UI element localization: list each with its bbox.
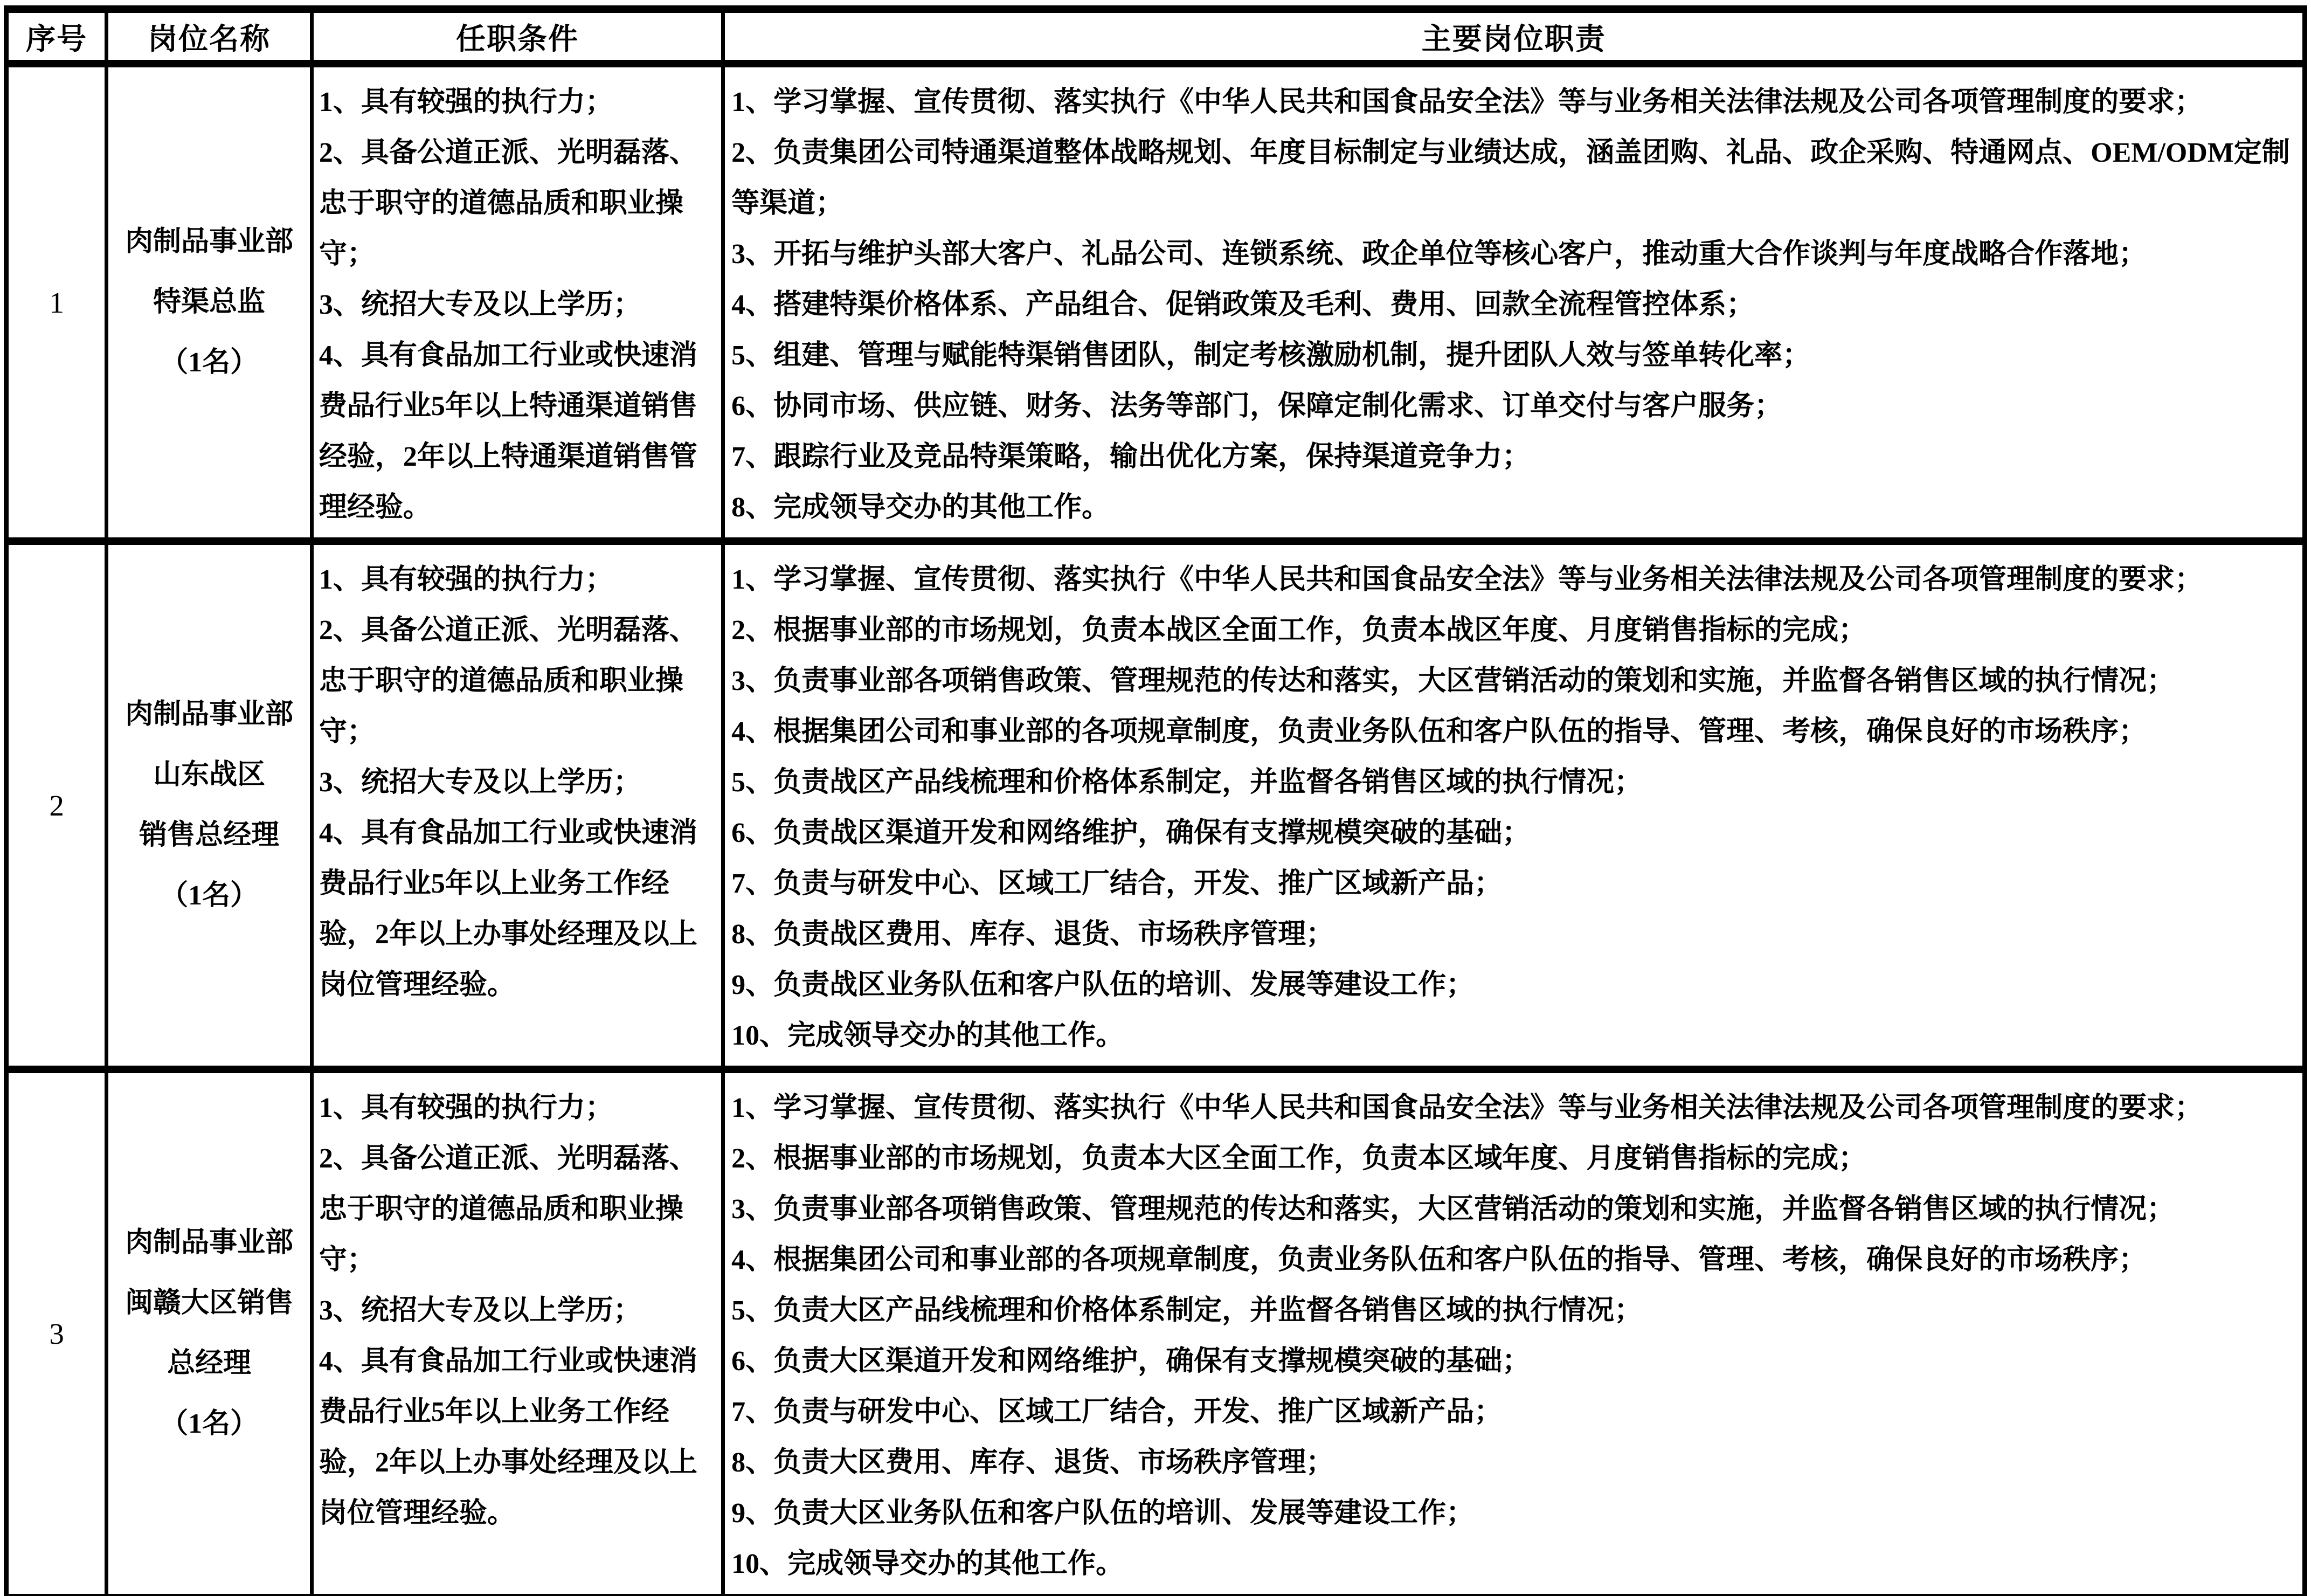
position-name-line: 总经理 <box>167 1348 252 1379</box>
table-row <box>6 541 2305 1069</box>
duty-item: 3、负责事业部各项销售政策、管理规范的传达和落实，大区营销活动的策划和实施，并监督各销售区域的执行情况； <box>731 666 2175 696</box>
qualification-item: 3、统招大专及以上学历； <box>319 289 641 320</box>
duty-item: 9、负责战区业务队伍和客户队伍的培训、发展等建设工作； <box>731 970 1475 1000</box>
position-name-line: （1名） <box>160 880 259 911</box>
duty-item: 1、学习掌握、宣传贯彻、落实执行《中华人民共和国食品安全法》等与业务相关法律法规及公司各项管理制度的要求； <box>731 564 2203 595</box>
duty-item: 4、根据集团公司和事业部的各项规章制度，负责业务队伍和客户队伍的指导、管理、考核，确保良好的市场秩序； <box>731 1245 2147 1275</box>
duty-item: 3、负责事业部各项销售政策、管理规范的传达和落实，大区营销活动的策划和实施，并监督各销售区域的执行情况； <box>731 1194 2175 1225</box>
qualification-item: 2、具备公道正派、光明磊落、忠于职守的道德品质和职业操守； <box>319 1143 697 1275</box>
qualification-item: 1、具有较强的执行力； <box>319 87 613 118</box>
qualification-item: 2、具备公道正派、光明磊落、忠于职守的道德品质和职业操守； <box>319 137 697 270</box>
qualification-item: 4、具有食品加工行业或快速消费品行业5年以上特通渠道销售经验，2年以上特通渠道销售管理经验。 <box>319 340 697 523</box>
qualification-item: 3、统招大专及以上学历； <box>319 767 641 798</box>
qualification-item: 4、具有食品加工行业或快速消费品行业5年以上业务工作经验，2年以上办事处经理及以上岗位管理经验。 <box>319 1346 697 1529</box>
duty-item: 3、开拓与维护头部大客户、礼品公司、连锁系统、政企单位等核心客户，推动重大合作谈判与年度战略合作落地； <box>731 239 2147 270</box>
duty-item: 5、负责大区产品线梳理和价格体系制定，并监督各销售区域的执行情况； <box>731 1295 1643 1326</box>
col-header-index: 序号 <box>6 9 107 64</box>
duty-item: 1、学习掌握、宣传贯彻、落实执行《中华人民共和国食品安全法》等与业务相关法律法规及公司各项管理制度的要求； <box>731 1093 2203 1123</box>
position-name-line: （1名） <box>160 347 259 378</box>
qualification-item: 3、统招大专及以上学历； <box>319 1295 641 1326</box>
job-table-header <box>6 9 2305 64</box>
position-name-line: 山东战区 <box>153 759 266 790</box>
qualification-item: 4、具有食品加工行业或快速消费品行业5年以上业务工作经验，2年以上办事处经理及以上岗位管理经验。 <box>319 818 697 1000</box>
position-name-line: 肉制品事业部 <box>125 226 294 257</box>
duty-item: 4、搭建特渠价格体系、产品组合、促销政策及毛利、费用、回款全流程管控体系； <box>731 289 1755 320</box>
duty-item: 5、组建、管理与赋能特渠销售团队，制定考核激励机制，提升团队人效与签单转化率； <box>731 340 1811 371</box>
duty-item: 6、协同市场、供应链、财务、法务等部门，保障定制化需求、订单交付与客户服务； <box>731 391 1783 422</box>
position-name-line: 肉制品事业部 <box>125 1227 294 1258</box>
position-name <box>107 541 312 1069</box>
position-name-line: 肉制品事业部 <box>125 699 294 730</box>
job-table <box>4 5 2307 1596</box>
duty-item: 1、学习掌握、宣传贯彻、落实执行《中华人民共和国食品安全法》等与业务相关法律法规及公司各项管理制度的要求； <box>731 87 2203 118</box>
duty-item: 7、负责与研发中心、区域工厂结合，开发、推广区域新产品； <box>731 868 1503 899</box>
duty-item: 2、负责集团公司特通渠道整体战略规划、年度目标制定与业绩达成，涵盖团购、礼品、政企采购、特通网点、OEM/ODM定制等渠道； <box>731 137 2290 219</box>
qualification-item: 1、具有较强的执行力； <box>319 564 613 595</box>
responsibilities-cell <box>723 64 2305 541</box>
position-name-line: （1名） <box>160 1408 259 1439</box>
duty-item: 8、负责战区费用、库存、退货、市场秩序管理； <box>731 919 1334 950</box>
header-row <box>6 9 2305 64</box>
position-name-line: 特渠总监 <box>153 287 266 317</box>
row-index: 2 <box>6 541 107 1069</box>
duty-item: 5、负责战区产品线梳理和价格体系制定，并监督各销售区域的执行情况； <box>731 767 1643 798</box>
table-row <box>6 64 2305 541</box>
duty-item: 10、完成领导交办的其他工作。 <box>731 1020 1124 1051</box>
responsibilities-cell <box>723 1069 2305 1596</box>
position-name <box>107 64 312 541</box>
table-row <box>6 1069 2305 1596</box>
duty-item: 2、根据事业部的市场规划，负责本大区全面工作，负责本区域年度、月度销售指标的完成； <box>731 1143 1867 1174</box>
duty-item: 6、负责战区渠道开发和网络维护，确保有支撑规模突破的基础； <box>731 818 1531 848</box>
position-name <box>107 1069 312 1596</box>
qualification-item: 2、具备公道正派、光明磊落、忠于职守的道德品质和职业操守； <box>319 615 697 747</box>
duty-item: 2、根据事业部的市场规划，负责本战区全面工作，负责本战区年度、月度销售指标的完成； <box>731 615 1867 646</box>
job-table-body <box>6 64 2305 1596</box>
row-index: 1 <box>6 64 107 541</box>
duty-item: 6、负责大区渠道开发和网络维护，确保有支撑规模突破的基础； <box>731 1346 1531 1377</box>
position-name-line: 销售总经理 <box>139 820 280 851</box>
duty-item: 7、负责与研发中心、区域工厂结合，开发、推广区域新产品； <box>731 1397 1503 1427</box>
qualification-item: 1、具有较强的执行力； <box>319 1093 613 1123</box>
col-header-qualifications: 任职条件 <box>312 9 723 64</box>
duty-item: 4、根据集团公司和事业部的各项规章制度，负责业务队伍和客户队伍的指导、管理、考核，确保良好的市场秩序； <box>731 716 2147 747</box>
row-index: 3 <box>6 1069 107 1596</box>
duty-item: 8、负责大区费用、库存、退货、市场秩序管理； <box>731 1447 1334 1478</box>
position-name-line: 闽赣大区销售 <box>125 1288 294 1318</box>
qualifications-cell <box>312 1069 723 1596</box>
duty-item: 10、完成领导交办的其他工作。 <box>731 1549 1124 1579</box>
responsibilities-cell <box>723 541 2305 1069</box>
col-header-position: 岗位名称 <box>107 9 312 64</box>
qualifications-cell <box>312 64 723 541</box>
qualifications-cell <box>312 541 723 1069</box>
duty-item: 9、负责大区业务队伍和客户队伍的培训、发展等建设工作； <box>731 1498 1475 1529</box>
duty-item: 7、跟踪行业及竞品特渠策略，输出优化方案，保持渠道竞争力； <box>731 441 1531 472</box>
duty-item: 8、完成领导交办的其他工作。 <box>731 492 1110 523</box>
col-header-responsibilities: 主要岗位职责 <box>723 9 2305 64</box>
